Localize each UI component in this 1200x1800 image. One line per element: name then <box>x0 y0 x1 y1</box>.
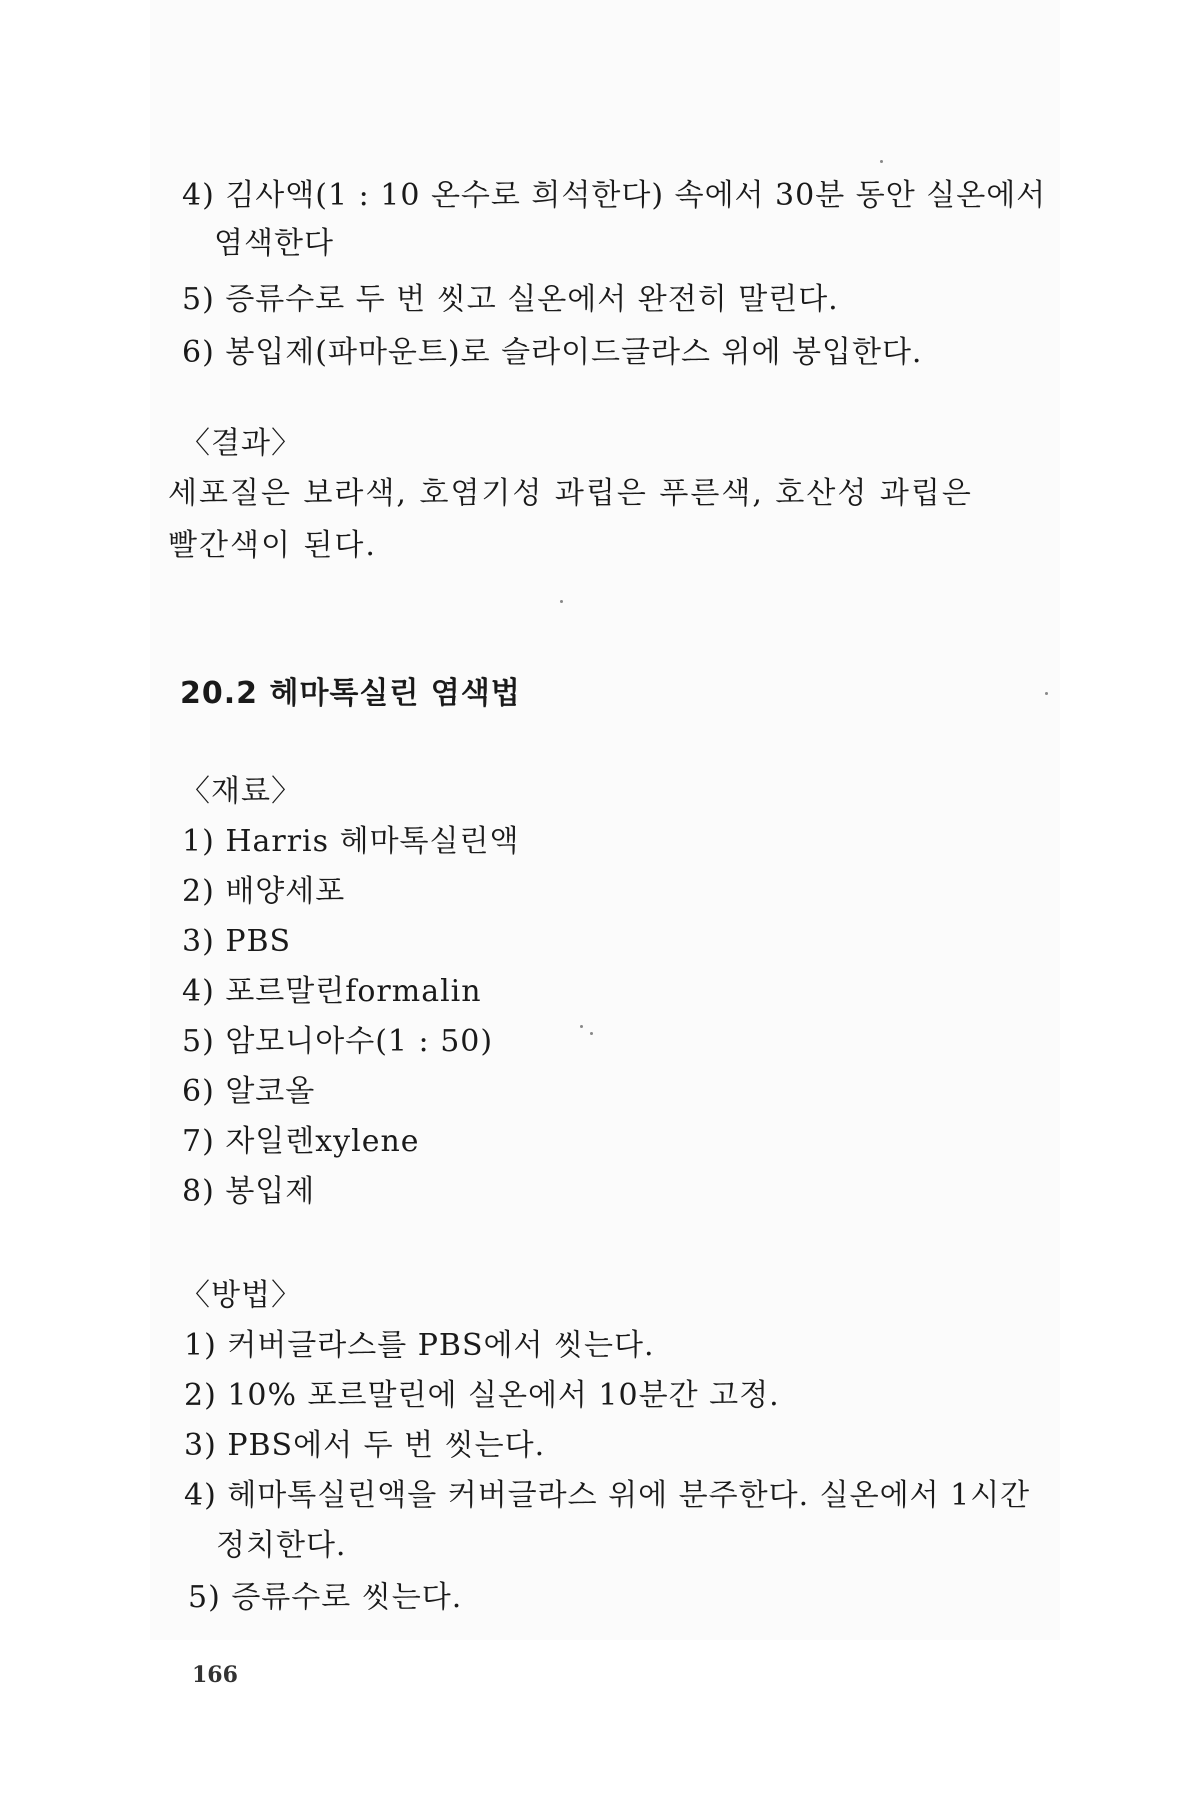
step-line: 5) 증류수로 두 번 씻고 실온에서 완전히 말린다. <box>182 282 839 317</box>
scan-speck <box>560 600 563 603</box>
step-line-continued: 염색한다 <box>214 226 334 261</box>
scan-speck <box>580 1025 583 1028</box>
method-step: 5) 증류수로 씻는다. <box>188 1580 463 1615</box>
method-step: 1) 커버글라스를 PBS에서 씻는다. <box>184 1328 655 1363</box>
result-paragraph: 세포질은 보라색, 호염기성 과립은 푸른색, 호산성 과립은 빨간색이 된다. <box>168 476 973 563</box>
material-item: 4) 포르말린formalin <box>182 974 482 1009</box>
scan-speck <box>1045 692 1048 695</box>
material-item: 6) 알코올 <box>182 1074 316 1109</box>
method-step: 2) 10% 포르말린에 실온에서 10분간 고정. <box>184 1378 780 1413</box>
method-step: 4) 헤마톡실린액을 커버글라스 위에 분주한다. 실온에서 1시간 <box>184 1478 1031 1513</box>
material-item: 8) 봉입제 <box>182 1174 316 1209</box>
section-title: 20.2 헤마톡실린 염색법 <box>180 676 521 711</box>
scan-speck <box>880 160 883 163</box>
material-item: 2) 배양세포 <box>182 874 346 909</box>
scan-speck <box>590 1032 593 1035</box>
method-label: 〈방법〉 <box>180 1278 302 1313</box>
material-item: 5) 암모니아수(1 : 50) <box>182 1024 494 1059</box>
step-line: 6) 봉입제(파마운트)로 슬라이드글라스 위에 봉입한다. <box>182 335 923 370</box>
step-line: 4) 김사액(1 : 10 온수로 희석한다) 속에서 30분 동안 실온에서 <box>182 178 1047 213</box>
method-step-continued: 정치한다. <box>216 1528 347 1563</box>
page-number: 166 <box>192 1662 238 1688</box>
result-label: 〈결과〉 <box>180 426 302 461</box>
material-item: 1) Harris 헤마톡실린액 <box>182 824 520 859</box>
method-step: 3) PBS에서 두 번 씻는다. <box>184 1428 546 1463</box>
material-item: 3) PBS <box>182 924 292 959</box>
material-item: 7) 자일렌xylene <box>182 1124 420 1159</box>
materials-label: 〈재료〉 <box>180 774 302 809</box>
